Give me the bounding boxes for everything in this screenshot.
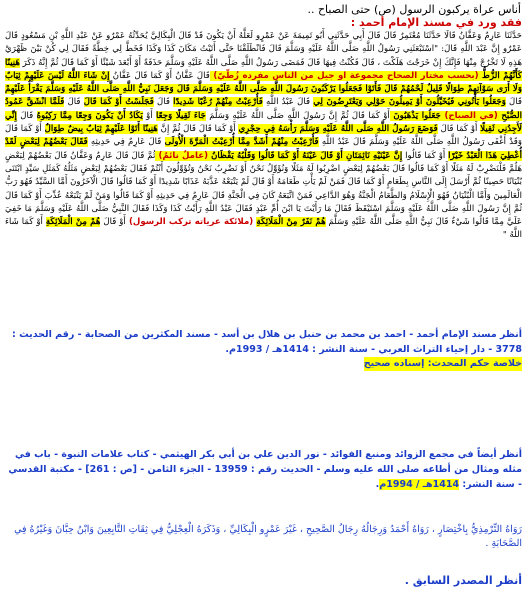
highlighted-segment: فَوَضَعَ رَسُولُ اللَّهِ صَلَّى اللَّهُ عَلَيْهِ وَسَلَّمَ رَأْسَهُ فِي حِجْرِي (238, 124, 438, 135)
text-segment: قَالَ عَبْدُ اللَّهِ (262, 97, 314, 108)
highlighted-segment: وَجَعَلُوا يَأْتُونِي فَيُخَيِّلُونَ أَوْ يَمِيلُونَ حَوْلِي وَيَعْتَرِضُونَ لِي (313, 97, 506, 108)
highlighted-segment: هَنِينًا كَأَنَّهُمْ الزُّطُّ (5, 57, 522, 81)
highlighted-segment: هُمْ نَفَرٌ مِنْ الْمَلَائِكَةِ (256, 217, 326, 228)
section-heading: فقد ورد في مسند الإمام أحمد : (350, 16, 522, 29)
highlighted-segment: هُمْ مِنْ الْمَلَائِكَةِ (45, 217, 101, 228)
hadith-text (5, 30, 522, 243)
text-segment: أَوْ كَمَا قَالَ (437, 124, 481, 135)
highlighted-segment: إِنِّي لَأَجِدُنِي ثَقِيلًا (5, 110, 522, 135)
text-segment: قَالَ (64, 97, 84, 108)
text-segment: قَالَ عَارِمٌ فِي حَدِيثِهِ (87, 137, 165, 148)
also-see-year: 1414هـ / 1994م (379, 479, 460, 490)
narration-note: رَوَاهُ التِّرْمِذِيُّ بِاخْتِصَارٍ ، رَوَاهُ أَحْمَدُ وَرِجَالُهُ رِجَالُ الصَّحِيحِ ، غَيْرَ عَمْرٍو الْبِكَالِيِّ ، وَذَكَرَهُ الْعِجْلِيُّ فِي ثِقَاتِ التَّابِعِينَ وَابْنُ حِبَّانَ وَغَيْرُهُ فِي الصَّحَابَةِ . (14, 524, 522, 549)
text-segment: قَالَ (153, 97, 174, 108)
text-segment: أَوْ كَمَا قَالَ قَالَ ثُمَّ إِنَّ (157, 124, 239, 135)
highlighted-segment: (في الصباح) (440, 110, 502, 121)
highlighted-segment: فَقَالَ بَعْضُهُمْ لِبَعْضٍ لَقَدْ أُعْطِيَ هَذَا الْعَبْدُ خَيْرًا (5, 137, 522, 161)
text-segment: أَوْ كَمَا قَالَ وَقَدْ أَغْفَى رَسُولُ اللَّهِ صَلَّى اللَّهُ عَلَيْهِ وَسَلَّمَ قَالَ عَبْدُ اللَّهِ (5, 124, 522, 148)
highlighted-segment: فَلَمَّا انْشَقَّ عَمُودُ الصُّبْحِ (5, 97, 522, 121)
highlighted-segment: فَأُرْعِبْتُ مِنْهُمْ رُعْبًا شَدِيدًا (173, 97, 263, 108)
highlighted-segment: إِنَّ عَيْنَيْهِ نَائِمَتَانِ أَوْ قَالَ عَيْنَهُ أَوْ كَمَا قَالُوا وَقَلْبُهُ يَقْظَانُ (211, 150, 403, 161)
highlighted-segment: جَعَلُوا يَذْهَبُونَ (389, 110, 441, 121)
highlighted-segment: جَاءَ ثَقِيلًا وَجِعًا (156, 110, 206, 121)
also-see-prefix: أنظر أيضاً في مجمع الزوائد ومنبع الفوائد - نور الدين علي بن أبي بكر الهيثمي - كتاب علامات النبوة - باب في مثله ومثال من أطاعه صلى الله عليه وسلم - الحديث رقم : 13959 - الجزء الثامن - [ص : 261] - مكتبة القدسي - سنة النشر: (8, 449, 522, 490)
highlighted-segment: فَأُرْعِبْتُ مِنْهُمْ أَشَدَّ مِمَّا أُرْعِبْتُ الْمَرَّةَ الْأُولَى (164, 137, 319, 148)
reference-note: أنظر المصدر السابق . (404, 574, 522, 587)
highlighted-segment: فَجَلَسْتُ أَوْ كَمَا قَالَ (83, 97, 154, 108)
highlighted-segment: (ملائكة عرياته تركب الرسول) (125, 217, 257, 228)
text-segment: قَالَ عَفَّانُ أَوْ كَمَا قَالَ عَفَّانُ (109, 70, 210, 81)
text-segment: قَالَ (16, 110, 37, 121)
text-segment: أَوْ كَمَا شَاءَ اللَّهُ " (5, 217, 522, 241)
highlighted-segment: (عاملٌ نائمٌ) (155, 150, 212, 161)
text-segment: أَوْ قَالَ (100, 217, 126, 228)
highlighted-segment: (بحسب مختار الصحاح مجموعة او جيل من الناس مفرده زُطّيّ) (209, 70, 483, 81)
text-segment: حَدَّثَنَا عَارِمٌ وَعَفَّانُ قَالَا حَدَّثَنَا مُعْتَمِرٌ قَالَ قَالَ أَبِي حَدَّثَنِي أَبُو تَمِيمَةَ عَنْ عَمْرٍو لَعَلَّهُ أَنْ يَكُونَ قَدْ قَالَ الْبِكَالِيَّ يُحَدِّثُهُ عَمْرٌو عَنْ عَبْدِ اللَّهِ بْنِ مَسْعُودٍ قَالَ عَمْرٌو إِنَّ عَبْدَ اللَّهِ قَالَ: "اسْتَبْعَثَنِي رَسُولُ اللَّهِ صَلَّى اللَّهُ عَلَيْهِ وَسَلَّمَ قَالَ فَانْطَلَقْنَا حَتَّى أَتَيْتُ مَكَانَ كَذَا وَكَذَا فَخَطَّ لِي خِطَّةً فَقَالَ لِي كُنْ بَيْنَ ظَهْرَيْ هَذِهِ لَا تَخْرُجْ مِنْهَا فَإِنَّكَ إِنْ خَرَجْتَ هَلَكْتَ ، قَالَ فَكُنْتُ فِيهَا قَالَ فَمَضَى رَسُولُ اللَّهِ صَلَّى اللَّهُ عَلَيْهِ وَسَلَّمَ حَذَفَةً أَوْ أَبْعَدَ شَيْئًا أَوْ كَمَا قَالَ ثُمَّ إِنَّهُ ذَكَرَ (5, 31, 522, 68)
text-segment: ثُمَّ قَالَ قَالَ عَارِمٌ وَعَفَّانُ قَالَ بَعْضُهُمْ لِبَعْضٍ هَلُمَّ فَلْنَضْرِبْ لَهُ مَثَلًا أَوْ كَمَا قَالُوا قَالَ بَعْضُهُمْ لِبَعْضٍ اضْرِبُوا لَهُ مَثَلًا وَنُؤَوِّلُ نَحْنُ أَوْ نَضْرِبُ نَحْنُ وَتُؤَوِّلُونَ أَنْتُمْ فَقَالَ بَعْضُهُمْ لِبَعْضٍ مَثَلُهُ كَمَثَلِ سَيِّدٍ ابْتَنَى بُنْيَانًا حَصِينًا ثُمَّ أَرْسَلَ إِلَى النَّاسِ بِطَعَامٍ أَوْ كَمَا قَالَ فَمَنْ لَمْ يَأْتِ طَعَامَهُ أَوْ قَالَ لَمْ يَتْبَعْهُ عَذَّبَهُ عَذَابًا شَدِيدًا أَوْ كَمَا قَالُوا قَالَ الْآخَرُونَ أَمَّا السَّيِّدُ فَهُوَ رَبُّ الْعَالَمِينَ وَأَمَّا الْبُنْيَانُ فَهُوَ الْإِسْلَامُ وَالطَّعَامُ الْجَنَّةُ وَهُوَ الدَّاعِي فَمَنْ اتَّبَعَهُ كَانَ فِي الْجَنَّةِ قَالَ عَارِمٌ فِي حَدِيثِهِ أَوْ كَمَا قَالُوا وَمَنْ لَمْ يَتْبَعْهُ عُذِّبَ أَوْ كَمَا قَالَ ثُمَّ إِنَّ رَسُولَ اللَّهِ صَلَّى اللَّهُ عَلَيْهِ وَسَلَّمَ اسْتَيْقَظَ فَقَالَ مَا رَأَيْتَ يَا ابْنَ أُمِّ عَبْدٍ فَقَالَ عَبْدُ اللَّهِ رَأَيْتُ كَذَا وَكَذَا فَقَالَ النَّبِيُّ صَلَّى اللَّهُ عَلَيْهِ وَسَلَّمَ مَا خَفِيَ عَلَيَّ مِمَّا قَالُوا شَيْءٌ قَالَ نَبِيُّ اللَّهِ صَلَّى اللَّهُ عَلَيْهِ وَسَلَّمَ (5, 150, 522, 228)
verdict-line: خلاصة حكم المحدث: إسناده صحيح (363, 358, 522, 369)
highlighted-segment: هَنِينًا أَتَوْا عَلَيْهِمْ ثِيَابٌ بِيضٌ طِوَالٌ (44, 124, 158, 135)
hadith-block (5, 16, 522, 332)
also-see-suffix: . (375, 479, 380, 490)
text-segment: قَالَ (505, 97, 522, 108)
text-segment: أَوْ كَمَا قَالُوا (402, 150, 449, 161)
text-segment: أَوْ (142, 110, 157, 121)
highlighted-segment: إِنْ شَاءَ اللَّهُ لَيْسَ عَلَيْهِمْ ثِيَابٌ وَلَا أَرَى سَوْآتِهِمْ طِوَالًا قَلِيلٌ لَحْمُهُمْ قَالَ فَأَتَوْا فَجَعَلُوا يَرْكَبُونَ رَسُولَ اللَّهِ صَلَّى اللَّهُ عَلَيْهِ وَسَلَّمَ قَالَ وَجَعَلَ نَبِيُّ اللَّهِ صَلَّى اللَّهُ عَلَيْهِ وَسَلَّمَ يَقْرَأُ عَلَيْهِمْ (5, 70, 522, 95)
text-segment: أَوْ كَمَا قَالَ ثُمَّ إِنَّ رَسُولَ اللَّهِ صَلَّى اللَّهُ عَلَيْهِ وَسَلَّمَ (205, 110, 390, 121)
also-see-citation (5, 447, 522, 492)
page-title: أناس عراة يركبون الرسول (ص) حتى الصباح .. (307, 3, 521, 16)
source-citation: أنظر مسند الإمام أحمد - احمد بن محمد بن حنبل بن هلال بن أسد - مسند المكثرين من الصحابة - رقم الحديث : 3778 - دار إحياء التراث العربي - سنة النشر : 1414هـ / 1993م. (11, 329, 522, 355)
highlighted-segment: يَكَادُ أَنْ يَكُونَ وَجِعًا مِمَّا رَكِبُوهُ (36, 110, 143, 121)
